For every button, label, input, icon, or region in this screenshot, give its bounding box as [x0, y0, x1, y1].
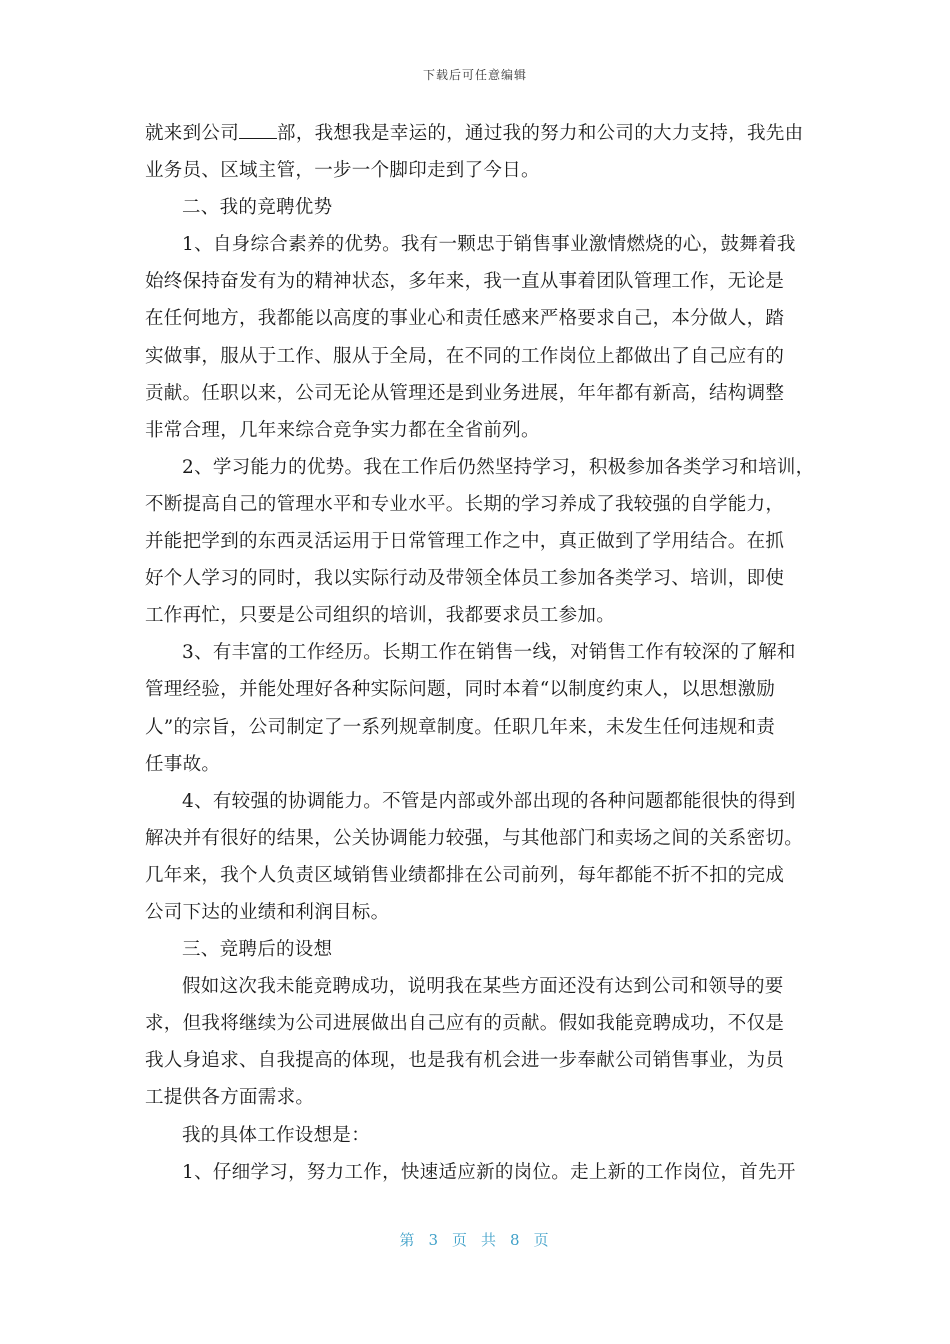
paragraph-line: 业务员、区域主管，一步一个脚印走到了今日。	[145, 160, 540, 182]
paragraph-line: 4、有较强的协调能力。不管是内部或外部出现的各种问题都能很快的得到	[182, 790, 796, 812]
section-heading: 二、我的竞聘优势	[182, 197, 333, 219]
paragraph-line: 几年来，我个人负责区域销售业绩都排在公司前列，每年都能不折不扣的完成	[145, 864, 785, 886]
paragraph-line: 3、有丰富的工作经历。长期工作在销售一线，对销售工作有较深的了解和	[182, 642, 796, 664]
document-body	[145, 115, 815, 1191]
total-pages-number: 8	[510, 1231, 522, 1249]
paragraph-line: 任事故。	[145, 753, 221, 775]
paragraph-line: 始终保持奋发有为的精神状态，多年来，我一直从事着团队管理工作，无论是	[145, 271, 785, 293]
fill-in-blank	[239, 122, 277, 139]
paragraph-line: 非常合理，几年来综合竞争实力都在全省前列。	[145, 419, 540, 441]
page-label-ye-end: 页	[533, 1231, 551, 1249]
paragraph-line: 贡献。任职以来，公司无论从管理还是到业务进展，年年都有新高，结构调整	[145, 382, 785, 404]
paragraph-line: 我人身追求、自我提高的体现，也是我有机会进一步奉献公司销售事业，为员	[145, 1050, 785, 1072]
paragraph-line	[145, 115, 810, 152]
paragraph-line: 好个人学习的同时，我以实际行动及带领全体员工参加各类学习、培训，即使	[145, 568, 785, 590]
paragraph-line: 工作再忙，只要是公司组织的培训，我都要求员工参加。	[145, 605, 616, 627]
line-text-after-blank: 部，我想我是幸运的，通过我的努力和公司的大力支持，我先由	[277, 123, 804, 144]
paragraph-line: 人”的宗旨，公司制定了一系列规章制度。任职几年来，未发生任何违规和责	[145, 716, 776, 738]
paragraph-line: 实做事，服从于工作、服从于全局，在不同的工作岗位上都做出了自己应有的	[145, 345, 785, 367]
current-page-number: 3	[428, 1231, 440, 1249]
paragraph-line: 1、自身综合素养的优势。我有一颗忠于销售事业激情燃烧的心，鼓舞着我	[182, 234, 796, 256]
page-label-ye: 页	[451, 1231, 469, 1249]
page-label-di: 第	[399, 1231, 417, 1249]
page-header-note: 下载后可任意编辑	[422, 68, 527, 82]
paragraph-line: 假如这次我未能竞聘成功，说明我在某些方面还没有达到公司和领导的要	[182, 976, 784, 998]
paragraph-line: 求，但我将继续为公司进展做出自己应有的贡献。假如我能竞聘成功，不仅是	[145, 1013, 785, 1035]
paragraph-line: 公司下达的业绩和利润目标。	[145, 901, 390, 923]
section-heading: 三、竞聘后的设想	[182, 939, 333, 961]
paragraph-line: 不断提高自己的管理水平和专业水平。长期的学习养成了我较强的自学能力，	[145, 493, 785, 515]
paragraph-line: 在任何地方，我都能以高度的事业心和责任感来严格要求自己，本分做人，踏	[145, 308, 785, 330]
paragraph-line: 1、仔细学习，努力工作，快速适应新的岗位。走上新的工作岗位，首先开	[182, 1161, 796, 1183]
line-text-before-blank: 就来到公司	[145, 123, 240, 144]
paragraph-line: 解决并有很好的结果，公关协调能力较强，与其他部门和卖场之间的关系密切。	[145, 827, 804, 849]
paragraph-line: 工提供各方面需求。	[145, 1087, 315, 1109]
paragraph-line: 并能把学到的东西灵活运用于日常管理工作之中，真正做到了学用结合。在抓	[145, 531, 785, 553]
page-footer	[0, 1229, 950, 1250]
paragraph-line: 管理经验，并能处理好各种实际问题，同时本着“以制度约束人，以思想激励	[145, 679, 776, 701]
page-label-gong: 共	[481, 1231, 499, 1249]
paragraph-line: 我的具体工作设想是：	[182, 1124, 371, 1146]
paragraph-line: 2、学习能力的优势。我在工作后仍然坚持学习，积极参加各类学习和培训，	[182, 456, 815, 478]
